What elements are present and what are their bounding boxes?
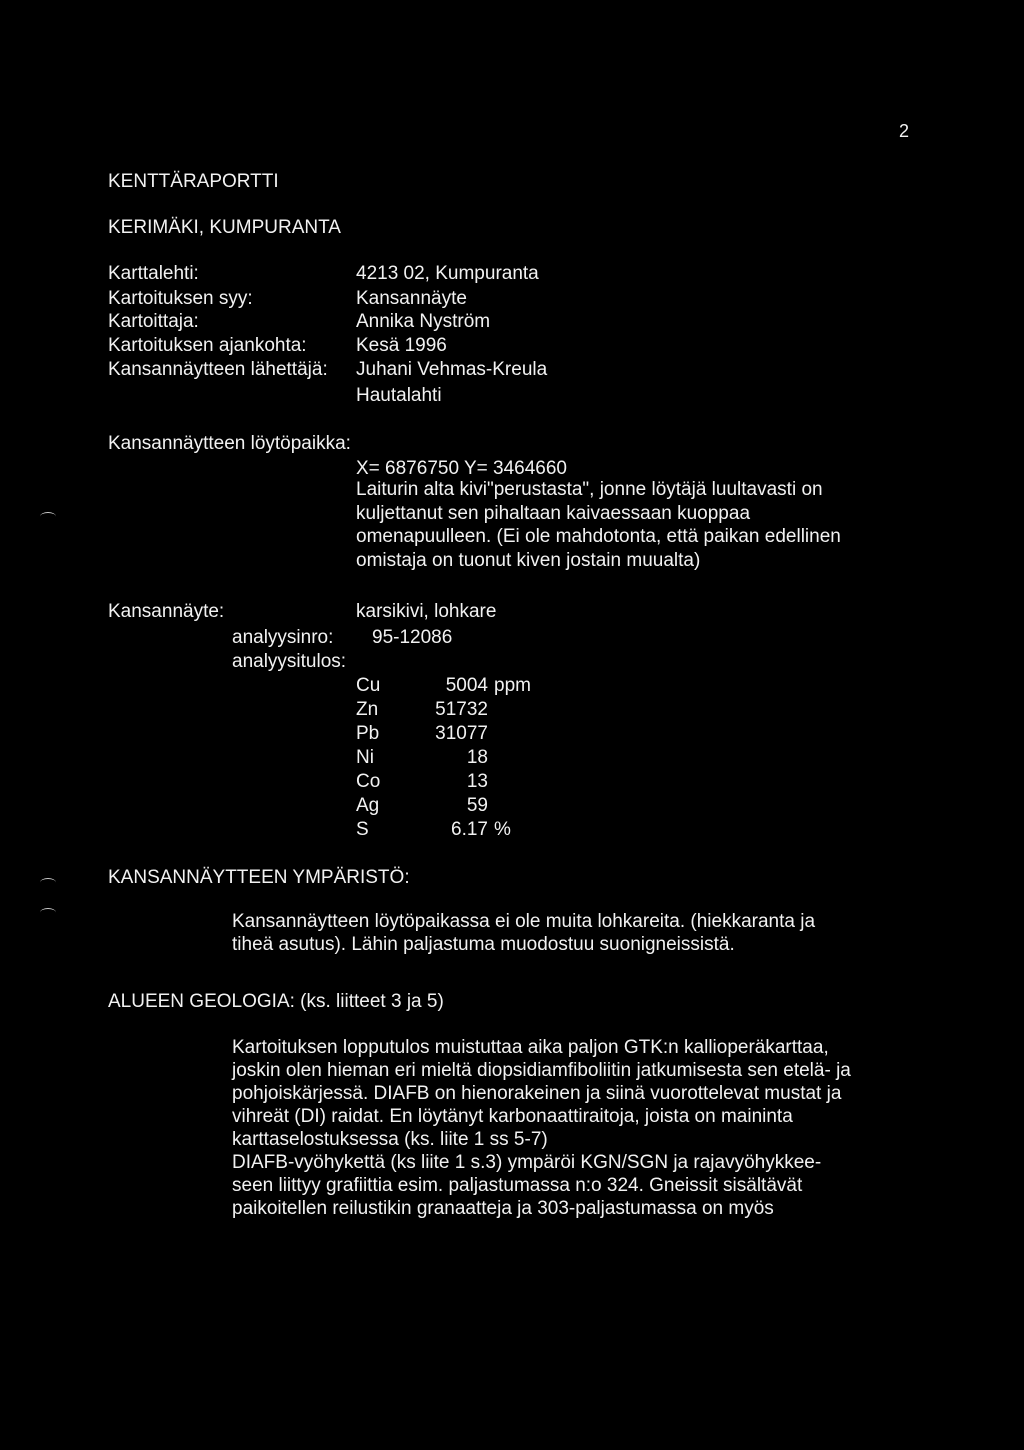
element-unit: % bbox=[494, 819, 511, 840]
environment-heading: KANSANNÄYTTEEN YMPÄRISTÖ: bbox=[108, 867, 410, 888]
meta-value-date: Kesä 1996 bbox=[356, 335, 447, 356]
environment-paragraph bbox=[232, 910, 932, 956]
scan-mark-icon bbox=[40, 878, 56, 887]
element-value: 6.17 bbox=[451, 819, 488, 840]
meta-value-reason: Kansannäyte bbox=[356, 288, 467, 309]
meta-value-sender: Juhani Vehmas-Kreula bbox=[356, 359, 548, 380]
element-value: 31077 bbox=[435, 723, 488, 744]
report-title: KENTTÄRAPORTTI bbox=[108, 171, 279, 192]
paragraph-line: joskin olen hieman eri mieltä diopsidiamfiboliitin jatkumisesta sen etelä- ja bbox=[232, 1060, 851, 1081]
meta-value-map-sheet: 4213 02, Kumpuranta bbox=[356, 263, 539, 284]
element-unit: ppm bbox=[494, 675, 531, 696]
paragraph-line: pohjoiskärjessä. DIAFB on hienorakeinen ja siinä vuorottelevat mustat ja bbox=[232, 1083, 842, 1104]
paragraph-line: Kansannäytteen löytöpaikassa ei ole muita lohkareita. (hiekkaranta ja bbox=[232, 911, 816, 932]
scan-mark-icon bbox=[40, 512, 56, 521]
element-name: S bbox=[356, 819, 369, 840]
page-number: 2 bbox=[899, 121, 910, 141]
sample-label: Kansannäyte: bbox=[108, 601, 225, 622]
element-value: 13 bbox=[466, 771, 488, 792]
find-location-coordinates: X= 6876750 Y= 3464660 bbox=[356, 458, 567, 479]
element-name: Ag bbox=[356, 795, 380, 816]
paragraph-line: paikoitellen reilustikin granaatteja ja 303-paljastumassa on myös bbox=[232, 1198, 774, 1219]
analysis-number-label: analyysinro: bbox=[232, 627, 334, 648]
element-value: 5004 bbox=[445, 675, 488, 696]
element-name: Cu bbox=[356, 675, 381, 696]
geology-paragraph bbox=[232, 1036, 932, 1220]
description-line: omistaja on tuonut kiven jostain muualta) bbox=[356, 549, 701, 571]
analysis-number-value: 95-12086 bbox=[372, 627, 453, 648]
description-line: Laiturin alta kivi"perustasta", jonne löytäjä luultavasti on bbox=[356, 479, 823, 500]
element-value: 18 bbox=[466, 747, 488, 768]
description-line: kuljettanut sen pihaltaan kaivaessaan kuoppaa bbox=[356, 502, 751, 524]
element-value: 51732 bbox=[435, 699, 488, 720]
description-line: omenapuulleen. (Ei ole mahdotonta, että paikan edellinen bbox=[356, 526, 841, 547]
paragraph-line: DIAFB-vyöhykettä (ks liite 1 s.3) ympäröi KGN/SGN ja rajavyöhykkee- bbox=[232, 1152, 822, 1173]
element-name: Pb bbox=[356, 723, 380, 744]
meta-label-date: Kartoituksen ajankohta: bbox=[108, 335, 307, 356]
element-name: Zn bbox=[356, 699, 379, 720]
paragraph-line: tiheä asutus). Lähin paljastuma muodostuu suonigneissistä. bbox=[232, 934, 735, 955]
find-location-label: Kansannäytteen löytöpaikka: bbox=[108, 433, 351, 454]
meta-label-sender: Kansannäytteen lähettäjä: bbox=[108, 359, 328, 380]
paragraph-line: vihreät (DI) raidat. En löytänyt karbonaattiraitoja, joista on maininta bbox=[232, 1106, 793, 1127]
element-value: 59 bbox=[466, 795, 488, 816]
geology-heading: ALUEEN GEOLOGIA: (ks. liitteet 3 ja 5) bbox=[108, 991, 444, 1012]
find-location-description bbox=[356, 478, 916, 572]
element-name: Ni bbox=[356, 747, 374, 768]
sample-value: karsikivi, lohkare bbox=[356, 601, 497, 622]
meta-label-map-sheet: Karttalehti: bbox=[108, 263, 199, 284]
paragraph-line: seen liittyy grafiittia esim. paljastumassa n:o 324. Gneissit sisältävät bbox=[232, 1175, 803, 1196]
element-name: Co bbox=[356, 771, 381, 792]
paragraph-line: Kartoituksen lopputulos muistuttaa aika paljon GTK:n kallioperäkarttaa, bbox=[232, 1037, 829, 1058]
location-title: KERIMÄKI, KUMPURANTA bbox=[108, 217, 341, 238]
analysis-result-label: analyysitulos: bbox=[232, 651, 347, 672]
meta-label-reason: Kartoituksen syy: bbox=[108, 288, 253, 309]
paragraph-line: karttaselostuksessa (ks. liite 1 ss 5-7) bbox=[232, 1129, 548, 1150]
scan-mark-icon bbox=[40, 908, 56, 917]
meta-label-mapper: Kartoittaja: bbox=[108, 311, 199, 332]
meta-value-mapper: Annika Nyström bbox=[356, 311, 491, 332]
meta-value-sender-place: Hautalahti bbox=[356, 385, 442, 406]
